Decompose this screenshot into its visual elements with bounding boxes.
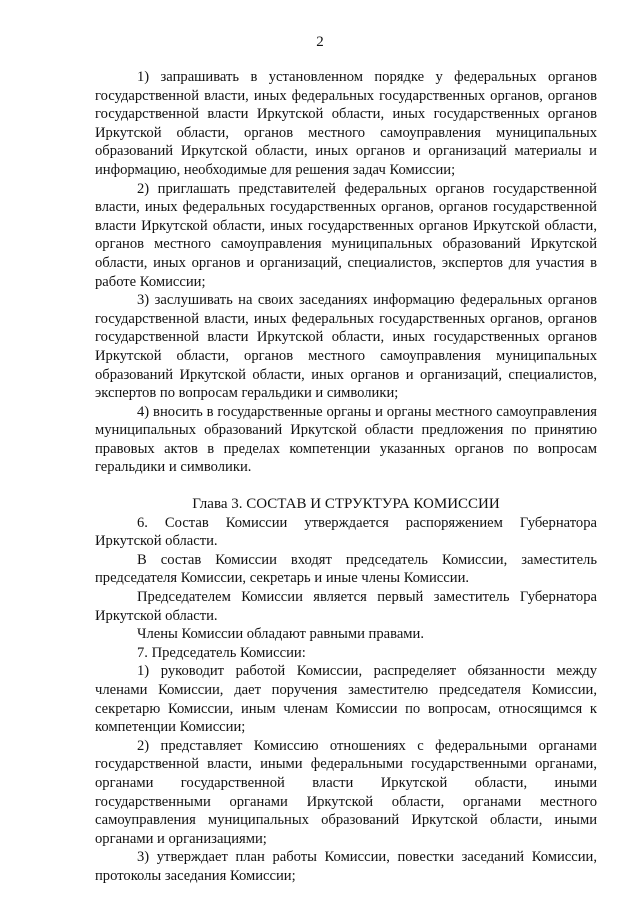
paragraph-hear-information: 3) заслушивать на своих заседаниях информацию федеральных органов государственной власти, иных федеральных государственных органов, органов государственной власти Иркутской области, иных государственных органов Иркутской области, органов местного самоуправления муниципальных образований Иркутской области, иных органов и организаций, специалистов, экспертов по вопросам геральдики и символики; [95,292,597,402]
paragraph-chairman-duty-3: 3) утверждает план работы Комиссии, повестки заседаний Комиссии, протоколы заседания Комиссии; [95,849,597,884]
paragraph-chairman-duty-2: 2) представляет Комиссию отношениях с федеральными органами государственной власти, иными федеральными государственными органами, органами государственной власти Иркутской области, иными государственными органами Иркутской области, органами местного самоуправления муниципальных образований Иркутской области, иными органами и организациями; [95,737,597,847]
page-number: 2 [316,34,324,50]
paragraph-equal-rights: Члены Комиссии обладают равными правами. [137,626,424,643]
paragraph-chairman-duties-heading: 7. Председатель Комиссии: [137,644,306,661]
paragraph-chairman-duty-1: 1) руководит работой Комиссии, распределяет обязанности между членами Комиссии, дает поручения заместителю председателя Комиссии, секретарю Комиссии, иным членам Комиссии по вопросам, относящимся к компетенции Комиссии; [95,663,597,736]
paragraph-composition-members: В состав Комиссии входят председатель Комиссии, заместитель председателя Комиссии, секретарь и иные члены Комиссии. [95,551,597,587]
chapter-title: Глава 3. СОСТАВ И СТРУКТУРА КОМИССИИ [192,496,500,513]
document-body [95,68,597,886]
paragraph-composition-approval: 6. Состав Комиссии утверждается распоряжением Губернатора Иркутской области. [95,514,597,550]
paragraph-invite-representatives: 2) приглашать представителей федеральных органов государственной власти, иных федеральных государственных органов, органов государственной власти Иркутской области, иных государственных органов Иркутской области, органов местного самоуправления муниципальных образований Иркутской области, иных органов и организаций, специалистов, экспертов для участия в работе Комиссии; [95,180,597,290]
paragraph-request-materials: 1) запрашивать в установленном порядке у федеральных органов государственной власти, иных федеральных государственных органов, органов государственной власти Иркутской области, иных государственных органов Иркутской области, органов местного самоуправления муниципальных образований Иркутской области, иных органов и организаций материалы и информацию, необходимые для решения задач Комиссии; [95,69,597,178]
paragraph-chairman: Председателем Комиссии является первый заместитель Губернатора Иркутской области. [95,589,597,624]
paragraph-submit-proposals: 4) вносить в государственные органы и органы местного самоуправления муниципальных образований Иркутской области предложения по принятию правовых актов в пределах компетенции указанных органов по вопросам геральдики и символики. [95,403,597,476]
